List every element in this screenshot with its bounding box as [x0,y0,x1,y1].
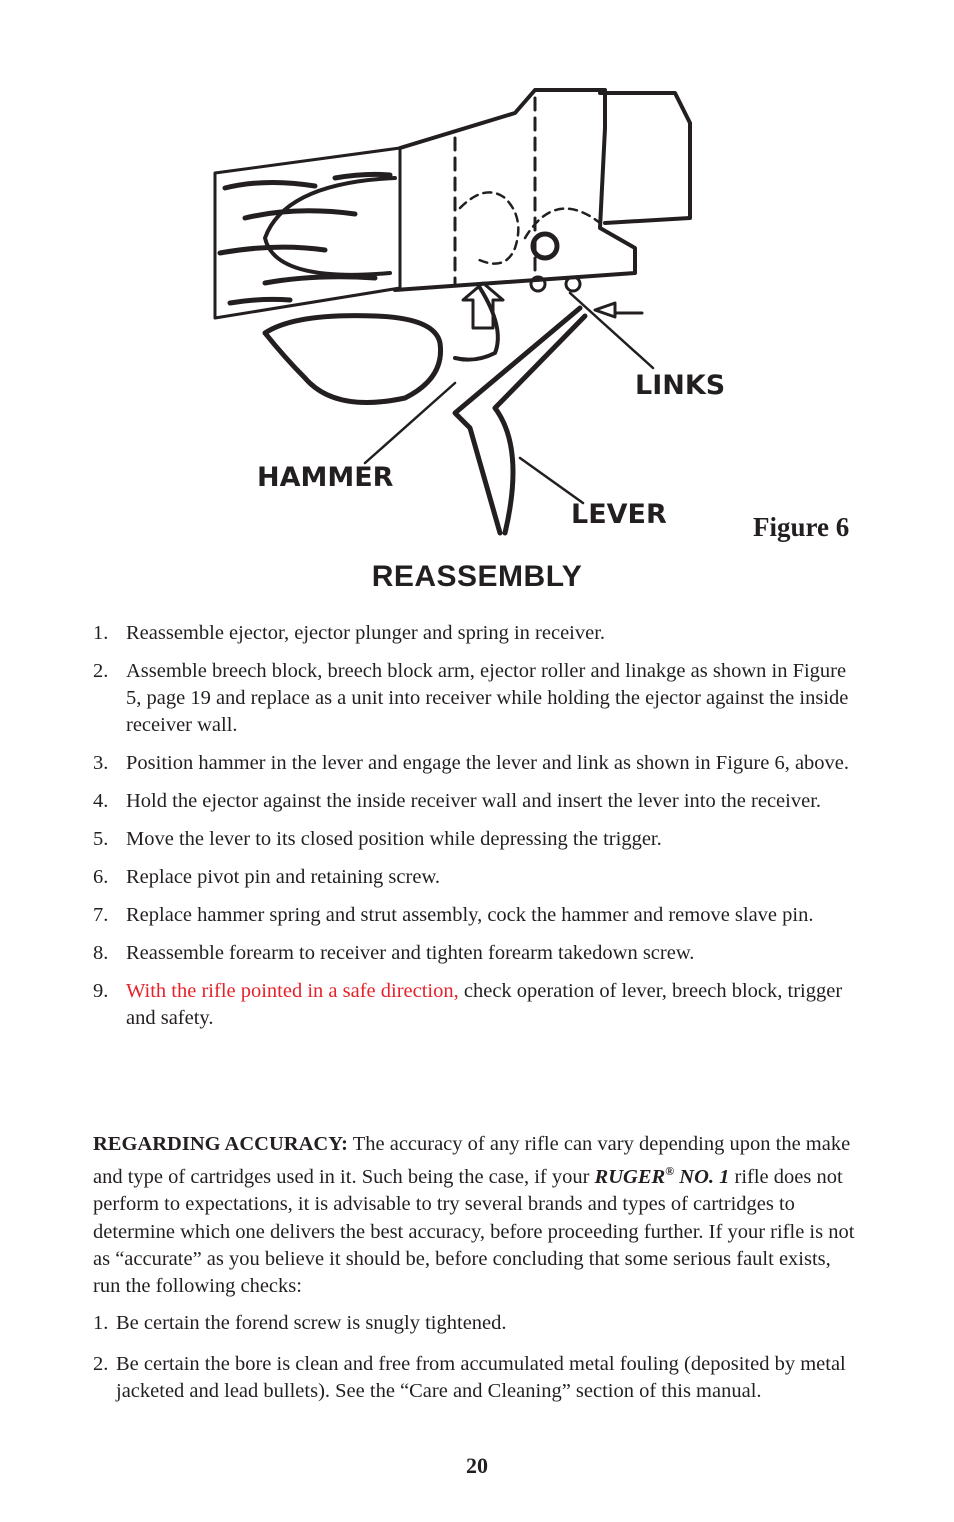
step-text: Replace hammer spring and strut assembly, cock the hammer and remove slave pin. [126,904,814,926]
page-number: 20 [466,1453,488,1478]
check-item [93,1351,863,1405]
step-item [93,658,863,739]
step-item [93,620,863,647]
accuracy-paragraph [93,1131,863,1301]
check-number: 2. [93,1353,109,1375]
check-text: Be certain the bore is clean and free from accumulated metal fouling (deposited by metal jacketed and lead bullets). See the “Care and Cleaning” section of this manual. [116,1353,846,1402]
step-number: 3. [93,752,109,774]
reassembly-steps [93,620,863,1043]
step-number: 2. [93,660,109,682]
figure-6-illustration [205,78,750,536]
receiver [395,90,635,290]
accuracy-label: REGARDING ACCURACY: [93,1133,348,1155]
check-text: Be certain the forend screw is snugly tightened. [116,1312,507,1334]
registered-mark: ® [665,1164,675,1179]
trigger-guard [265,316,441,403]
check-number: 1. [93,1312,109,1334]
wood-grain [220,174,390,303]
step-item [93,940,863,967]
step-item [93,750,863,777]
brand-ruger: RUGER [594,1166,666,1189]
lever-label: LEVER [571,499,667,530]
barrel [600,93,690,223]
step-item [93,978,863,1032]
pivot-pin [533,234,557,258]
step-item [93,826,863,853]
step-item [93,902,863,929]
accuracy-text-after: rifle does not perform to expectations, it is advisable to try several brands and types of cartridges to determine which one delivers the best accuracy, before proceeding further. If your rifle is not as “accurate” as you believe it should be, before concluding that some serious fault exists, run the following checks: [93,1166,855,1298]
brand-model: NO. 1 [679,1166,730,1189]
ejector-outline [460,192,518,263]
step-number: 7. [93,904,109,926]
step-number: 4. [93,790,109,812]
step-text: Replace pivot pin and retaining screw. [126,866,441,888]
hammer-arc [525,209,600,238]
section-title: REASSEMBLY [371,560,583,593]
receiver-lever-diagram [205,78,750,536]
step-number: 5. [93,828,109,850]
left-arrow-icon [595,303,642,317]
links-label: LINKS [635,370,726,401]
accuracy-text-before: The accuracy of any rifle can vary depending upon the make and type of cartridges used in it. Such being the case, if your [93,1133,851,1189]
step-text: Reassemble ejector, ejector plunger and spring in receiver. [126,622,606,644]
step-number: 6. [93,866,109,888]
step-number: 1. [93,622,109,644]
step-item [93,864,863,891]
safety-warning: With the rifle pointed in a safe direction, [126,980,459,1002]
step-text: Assemble breech block, breech block arm, ejector roller and linakge as shown in Figure 5, page 19 and replace as a unit into receiver while holding the ejector against the inside receiver wall. [126,660,849,736]
step-text: Hold the ejector against the inside receiver wall and insert the lever into the receiver. [126,790,822,812]
step-number: 8. [93,942,109,964]
brand-name [595,1166,730,1188]
lever-leader [520,458,583,503]
stock-panel [265,178,395,275]
step-text: Move the lever to its closed position while depressing the trigger. [126,828,662,850]
figure-caption: Figure 6 [753,512,850,542]
step-item [93,788,863,815]
check-item [93,1310,863,1337]
step-text: check operation of lever, breech block, trigger and safety. [126,980,843,1029]
step-text: Position hammer in the lever and engage the lever and link as shown in Figure 6, above. [126,752,850,774]
step-number: 9. [93,980,109,1002]
step-text: Reassemble forearm to receiver and tighten forearm takedown screw. [126,942,695,964]
trigger [455,288,498,360]
accuracy-checks [93,1310,863,1419]
hammer-label: HAMMER [257,462,394,493]
